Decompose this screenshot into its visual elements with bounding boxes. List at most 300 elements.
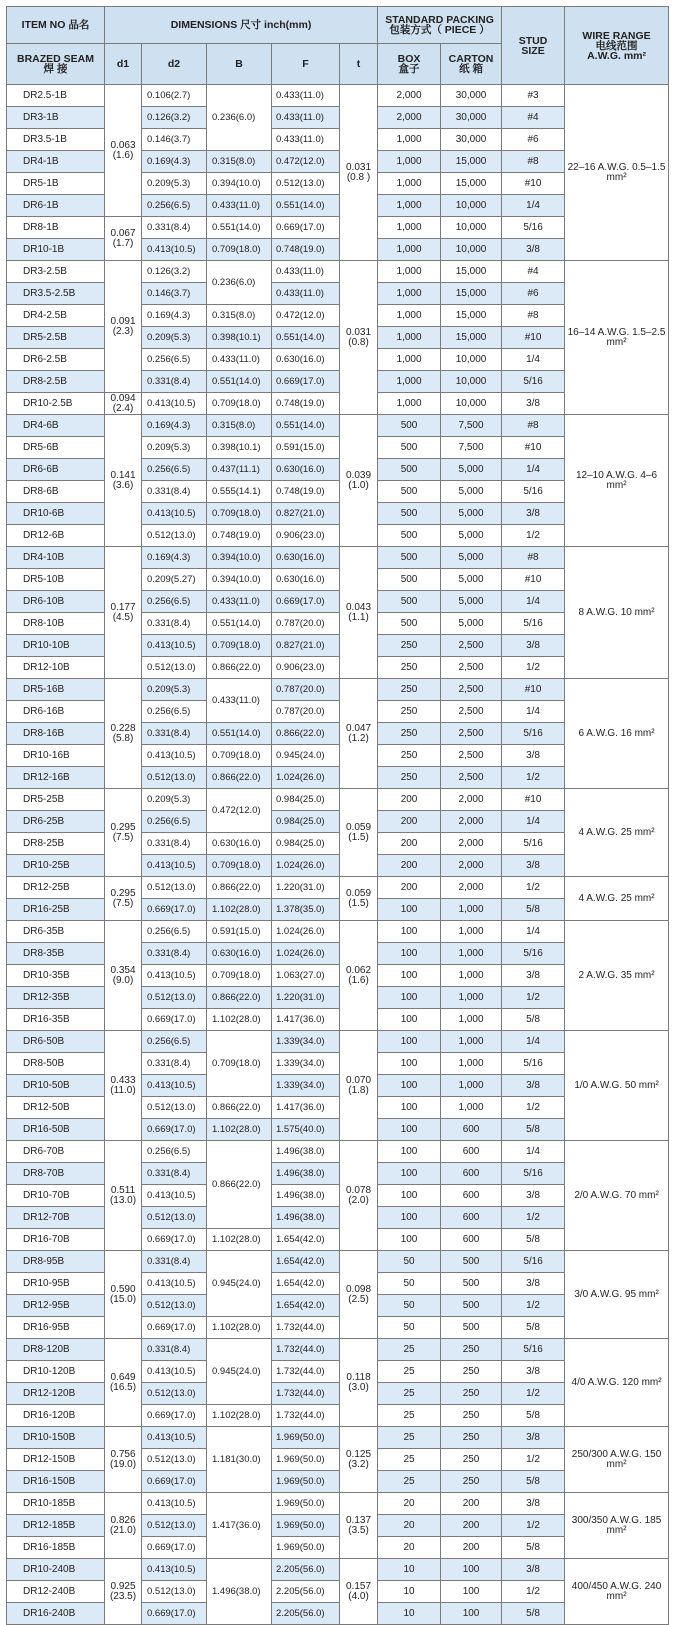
d2-cell: 0.512(13.0) <box>142 1295 207 1317</box>
b-cell: 0.866(22.0) <box>207 877 272 899</box>
f-cell: 1.969(50.0) <box>272 1471 340 1493</box>
t-cell: 0.059 (1.5) <box>340 877 378 921</box>
f-cell: 0.630(16.0) <box>272 349 340 371</box>
item-no-cell: DR12-95B <box>7 1295 105 1317</box>
table-row <box>7 1141 669 1163</box>
stud-size-cell: 3/8 <box>502 503 565 525</box>
f-cell: 1.969(50.0) <box>272 1493 340 1515</box>
stud-size-cell: 1/4 <box>502 921 565 943</box>
box-cell: 25 <box>378 1405 441 1427</box>
f-cell: 0.984(25.0) <box>272 789 340 811</box>
box-cell: 100 <box>378 1207 441 1229</box>
box-cell: 20 <box>378 1515 441 1537</box>
stud-size-cell: #10 <box>502 173 565 195</box>
f-cell: 0.472(12.0) <box>272 151 340 173</box>
f-cell: 0.433(11.0) <box>272 261 340 283</box>
box-cell: 10 <box>378 1559 441 1581</box>
carton-cell: 2,000 <box>441 789 502 811</box>
d2-cell: 0.256(6.5) <box>142 591 207 613</box>
t-cell: 0.062 (1.6) <box>340 921 378 1031</box>
stud-size-cell: 5/8 <box>502 899 565 921</box>
carton-cell: 15,000 <box>441 283 502 305</box>
f-cell: 0.866(22.0) <box>272 723 340 745</box>
f-cell: 1.339(34.0) <box>272 1053 340 1075</box>
table-row <box>7 1251 669 1273</box>
header-row-1 <box>7 7 669 44</box>
box-header <box>378 44 441 85</box>
stud-size-cell: 1/2 <box>502 657 565 679</box>
d1-cell: 0.141 (3.6) <box>105 415 142 547</box>
item-no-cell: DR8-120B <box>7 1339 105 1361</box>
f-cell: 0.433(11.0) <box>272 129 340 151</box>
b-cell: 1.102(28.0) <box>207 1119 272 1141</box>
stud-size-cell: 1/2 <box>502 1207 565 1229</box>
d2-cell: 0.331(8.4) <box>142 613 207 635</box>
b-cell: 0.709(18.0) <box>207 503 272 525</box>
d2-cell: 0.209(5.3) <box>142 173 207 195</box>
b-cell: 0.315(8.0) <box>207 415 272 437</box>
box-cell: 25 <box>378 1449 441 1471</box>
stud-size-cell: 1/2 <box>502 1581 565 1603</box>
box-cell: 100 <box>378 1097 441 1119</box>
d1-cell: 0.590 (15.0) <box>105 1251 142 1339</box>
carton-cell: 10,000 <box>441 195 502 217</box>
box-cell: 100 <box>378 987 441 1009</box>
box-cell: 200 <box>378 811 441 833</box>
d2-cell: 0.331(8.4) <box>142 217 207 239</box>
item-no-cell: DR16-240B <box>7 1603 105 1625</box>
d2-cell: 0.146(3.7) <box>142 283 207 305</box>
b-cell: 0.709(18.0) <box>207 635 272 657</box>
t-cell: 0.031 (0.8) <box>340 261 378 415</box>
box-cell: 1,000 <box>378 349 441 371</box>
stud-size-cell: 5/8 <box>502 1317 565 1339</box>
f-cell: 0.551(14.0) <box>272 327 340 349</box>
stud-size-cell: 1/2 <box>502 767 565 789</box>
carton-cell: 200 <box>441 1537 502 1559</box>
f-cell: 0.669(17.0) <box>272 217 340 239</box>
stud-size-cell: 1/4 <box>502 591 565 613</box>
carton-cell: 30,000 <box>441 107 502 129</box>
f-cell: 0.630(16.0) <box>272 569 340 591</box>
stud-size-cell: 1/2 <box>502 525 565 547</box>
d2-cell: 0.256(6.5) <box>142 701 207 723</box>
stud-size-cell: 1/2 <box>502 1295 565 1317</box>
d2-cell: 0.512(13.0) <box>142 1581 207 1603</box>
carton-cell: 2,500 <box>441 767 502 789</box>
box-cell: 500 <box>378 437 441 459</box>
f-cell: 0.472(12.0) <box>272 305 340 327</box>
stud-size-cell: #8 <box>502 305 565 327</box>
stud-size-cell: 5/16 <box>502 1163 565 1185</box>
stud-size-cell: 5/8 <box>502 1119 565 1141</box>
b-cell: 0.551(14.0) <box>207 613 272 635</box>
stud-size-cell: 1/4 <box>502 1031 565 1053</box>
d2-cell: 0.256(6.5) <box>142 921 207 943</box>
carton-cell: 2,000 <box>441 833 502 855</box>
item-no-cell: DR10-25B <box>7 855 105 877</box>
item-no-cell: DR4-10B <box>7 547 105 569</box>
t-cell: 0.047 (1.2) <box>340 679 378 789</box>
box-cell: 250 <box>378 657 441 679</box>
f-cell: 0.787(20.0) <box>272 613 340 635</box>
d2-cell: 0.169(4.3) <box>142 415 207 437</box>
carton-cell: 15,000 <box>441 173 502 195</box>
b-cell: 1.417(36.0) <box>207 1493 272 1559</box>
t-cell: 0.118 (3.0) <box>340 1339 378 1427</box>
d1-cell: 0.511 (13.0) <box>105 1141 142 1251</box>
box-cell: 500 <box>378 591 441 613</box>
carton-cell: 5,000 <box>441 569 502 591</box>
box-cell: 25 <box>378 1471 441 1493</box>
d2-cell: 0.512(13.0) <box>142 767 207 789</box>
item-no-cell: DR5-10B <box>7 569 105 591</box>
d2-cell: 0.169(4.3) <box>142 151 207 173</box>
item-no-cell: DR8-2.5B <box>7 371 105 393</box>
b-cell: 1.102(28.0) <box>207 1009 272 1031</box>
stud-size-cell: 5/16 <box>502 1053 565 1075</box>
carton-cell: 15,000 <box>441 151 502 173</box>
carton-cell: 30,000 <box>441 129 502 151</box>
wire-range-cell: 250/300 A.W.G. 150 mm² <box>565 1427 669 1493</box>
b-cell: 1.102(28.0) <box>207 899 272 921</box>
f-cell: 0.630(16.0) <box>272 459 340 481</box>
stud-size-cell: 5/16 <box>502 723 565 745</box>
stud-size-cell: 5/8 <box>502 1009 565 1031</box>
box-cell: 250 <box>378 679 441 701</box>
item-no-cell: DR6-70B <box>7 1141 105 1163</box>
stud-size-cell: 3/8 <box>502 855 565 877</box>
b-cell: 0.433(11.0) <box>207 679 272 723</box>
carton-cell: 600 <box>441 1185 502 1207</box>
item-no-cell: DR10-1B <box>7 239 105 261</box>
stud-size-cell: 1/4 <box>502 349 565 371</box>
box-cell: 250 <box>378 767 441 789</box>
item-no-cell: DR16-50B <box>7 1119 105 1141</box>
stud-size-cell: #3 <box>502 85 565 107</box>
item-no-cell: DR8-70B <box>7 1163 105 1185</box>
t-cell: 0.078 (2.0) <box>340 1141 378 1251</box>
carton-cell: 2,500 <box>441 635 502 657</box>
d2-cell: 0.256(6.5) <box>142 459 207 481</box>
wire-range-cell: 22–16 A.W.G. 0.5–1.5 mm² <box>565 85 669 261</box>
d2-cell: 0.331(8.4) <box>142 1053 207 1075</box>
item-no-cell: DR5-16B <box>7 679 105 701</box>
wire-range-cell: 1/0 A.W.G. 50 mm² <box>565 1031 669 1141</box>
box-cell: 1,000 <box>378 261 441 283</box>
item-no-cell: DR8-95B <box>7 1251 105 1273</box>
f-cell: 1.654(42.0) <box>272 1273 340 1295</box>
carton-cell: 250 <box>441 1449 502 1471</box>
item-no-cell: DR6-1B <box>7 195 105 217</box>
d1-cell: 0.826 (21.0) <box>105 1493 142 1559</box>
d2-header: d2 <box>142 44 207 85</box>
d2-cell: 0.169(4.3) <box>142 547 207 569</box>
carton-cell: 2,500 <box>441 657 502 679</box>
b-cell: 0.433(11.0) <box>207 195 272 217</box>
b-cell: 0.866(22.0) <box>207 987 272 1009</box>
f-cell: 1.732(44.0) <box>272 1383 340 1405</box>
carton-cell: 2,500 <box>441 723 502 745</box>
carton-cell: 5,000 <box>441 525 502 547</box>
table-row <box>7 1339 669 1361</box>
stud-size-cell: 5/16 <box>502 943 565 965</box>
f-cell: 1.063(27.0) <box>272 965 340 987</box>
carton-cell: 600 <box>441 1229 502 1251</box>
carton-cell: 7,500 <box>441 415 502 437</box>
box-cell: 500 <box>378 569 441 591</box>
table-row <box>7 1559 669 1581</box>
stud-size-cell: 3/8 <box>502 1559 565 1581</box>
stud-size-header: STUD SIZE <box>502 7 565 85</box>
item-no-cell: DR12-10B <box>7 657 105 679</box>
carton-cell: 5,000 <box>441 547 502 569</box>
b-cell: 0.551(14.0) <box>207 723 272 745</box>
item-no-cell: DR4-2.5B <box>7 305 105 327</box>
carton-header <box>441 44 502 85</box>
f-cell: 1.024(26.0) <box>272 921 340 943</box>
stud-size-cell: 5/8 <box>502 1405 565 1427</box>
b-cell: 0.236(6.0) <box>207 85 272 151</box>
d1-cell: 0.091 (2.3) <box>105 261 142 393</box>
d2-cell: 0.669(17.0) <box>142 1317 207 1339</box>
box-cell: 100 <box>378 1031 441 1053</box>
item-no-cell: DR10-70B <box>7 1185 105 1207</box>
carton-cell: 250 <box>441 1339 502 1361</box>
item-no-cell: DR5-25B <box>7 789 105 811</box>
table-row <box>7 547 669 569</box>
box-cell: 2,000 <box>378 85 441 107</box>
box-cell: 100 <box>378 965 441 987</box>
carton-cell: 500 <box>441 1317 502 1339</box>
b-cell: 0.394(10.0) <box>207 547 272 569</box>
stud-size-cell: 5/16 <box>502 613 565 635</box>
table-row <box>7 1031 669 1053</box>
f-cell: 0.748(19.0) <box>272 481 340 503</box>
stud-size-cell: 5/8 <box>502 1537 565 1559</box>
carton-cell: 2,000 <box>441 811 502 833</box>
stud-size-cell: 1/2 <box>502 987 565 1009</box>
box-cell: 1,000 <box>378 371 441 393</box>
box-cell: 100 <box>378 1163 441 1185</box>
box-cell: 100 <box>378 1075 441 1097</box>
b-cell: 0.394(10.0) <box>207 569 272 591</box>
item-no-cell: DR8-35B <box>7 943 105 965</box>
t-cell: 0.043 (1.1) <box>340 547 378 679</box>
d2-cell: 0.256(6.5) <box>142 349 207 371</box>
carton-cell: 5,000 <box>441 591 502 613</box>
item-no-cell: DR10-10B <box>7 635 105 657</box>
d2-cell: 0.331(8.4) <box>142 723 207 745</box>
d2-cell: 0.209(5.3) <box>142 789 207 811</box>
f-cell: 0.945(24.0) <box>272 745 340 767</box>
d1-cell: 0.649 (16.5) <box>105 1339 142 1427</box>
stud-size-cell: 1/2 <box>502 1097 565 1119</box>
item-no-cell: DR12-120B <box>7 1383 105 1405</box>
d1-cell: 0.067 (1.7) <box>105 217 142 261</box>
box-cell: 1,000 <box>378 305 441 327</box>
item-no-cell: DR16-185B <box>7 1537 105 1559</box>
carton-cell: 30,000 <box>441 85 502 107</box>
d2-cell: 0.413(10.5) <box>142 1493 207 1515</box>
d2-cell: 0.413(10.5) <box>142 393 207 415</box>
carton-cell: 1,000 <box>441 987 502 1009</box>
box-cell: 1,000 <box>378 393 441 415</box>
box-cell: 2,000 <box>378 107 441 129</box>
table-row <box>7 261 669 283</box>
carton-cell: 200 <box>441 1515 502 1537</box>
d2-cell: 0.331(8.4) <box>142 943 207 965</box>
d2-cell: 0.669(17.0) <box>142 1229 207 1251</box>
box-cell: 200 <box>378 789 441 811</box>
item-no-cell: DR6-50B <box>7 1031 105 1053</box>
d2-cell: 0.413(10.5) <box>142 635 207 657</box>
item-no-cell: DR8-6B <box>7 481 105 503</box>
stud-size-cell: #10 <box>502 679 565 701</box>
f-cell: 0.433(11.0) <box>272 283 340 305</box>
stud-size-cell: 5/16 <box>502 481 565 503</box>
d2-cell: 0.413(10.5) <box>142 1185 207 1207</box>
f-cell: 1.654(42.0) <box>272 1229 340 1251</box>
carton-cell: 500 <box>441 1273 502 1295</box>
f-cell: 1.969(50.0) <box>272 1537 340 1559</box>
b-cell: 1.102(28.0) <box>207 1229 272 1251</box>
carton-cell: 10,000 <box>441 393 502 415</box>
carton-cell: 5,000 <box>441 459 502 481</box>
item-no-cell: DR3.5-2.5B <box>7 283 105 305</box>
wire-range-cell: 2 A.W.G. 35 mm² <box>565 921 669 1031</box>
b-cell: 0.394(10.0) <box>207 173 272 195</box>
b-cell: 0.551(14.0) <box>207 217 272 239</box>
b-cell: 0.398(10.1) <box>207 327 272 349</box>
d2-cell: 0.331(8.4) <box>142 1163 207 1185</box>
b-cell: 0.709(18.0) <box>207 239 272 261</box>
carton-cell: 15,000 <box>441 305 502 327</box>
box-cell: 250 <box>378 635 441 657</box>
stud-size-cell: 3/8 <box>502 1075 565 1097</box>
table-row <box>7 921 669 943</box>
f-cell: 1.732(44.0) <box>272 1361 340 1383</box>
d2-cell: 0.512(13.0) <box>142 877 207 899</box>
stud-size-cell: 1/4 <box>502 195 565 217</box>
wire-range-cell: 4/0 A.W.G. 120 mm² <box>565 1339 669 1427</box>
item-no-cell: DR10-120B <box>7 1361 105 1383</box>
stud-size-cell: 5/8 <box>502 1603 565 1625</box>
stud-size-cell: 3/8 <box>502 1493 565 1515</box>
item-no-cell: DR12-50B <box>7 1097 105 1119</box>
item-no-cell: DR3-2.5B <box>7 261 105 283</box>
stud-size-cell: 5/8 <box>502 1471 565 1493</box>
f-cell: 1.496(38.0) <box>272 1141 340 1163</box>
f-cell: 1.654(42.0) <box>272 1251 340 1273</box>
box-cell: 100 <box>378 899 441 921</box>
b-cell: 1.496(38.0) <box>207 1559 272 1625</box>
item-no-cell: DR6-2.5B <box>7 349 105 371</box>
item-no-cell: DR10-16B <box>7 745 105 767</box>
carton-cell: 1,000 <box>441 1097 502 1119</box>
d2-cell: 0.669(17.0) <box>142 1603 207 1625</box>
box-cell: 100 <box>378 921 441 943</box>
f-cell: 0.787(20.0) <box>272 679 340 701</box>
b-cell: 0.315(8.0) <box>207 151 272 173</box>
box-cell: 200 <box>378 877 441 899</box>
box-cell: 20 <box>378 1493 441 1515</box>
box-cell: 25 <box>378 1383 441 1405</box>
d1-cell: 0.177 (4.5) <box>105 547 142 679</box>
carton-cell: 500 <box>441 1251 502 1273</box>
box-cell: 1,000 <box>378 195 441 217</box>
box-label-cn: 盒子 <box>398 63 420 75</box>
f-cell: 2.205(56.0) <box>272 1559 340 1581</box>
table-body <box>7 85 669 1625</box>
carton-cell: 2,500 <box>441 679 502 701</box>
brazed-seam-label-cn: 焊 接 <box>43 63 68 75</box>
item-no-cell: DR8-1B <box>7 217 105 239</box>
item-no-cell: DR4-6B <box>7 415 105 437</box>
item-no-cell: DR12-185B <box>7 1515 105 1537</box>
d1-cell: 0.925 (23.5) <box>105 1559 142 1625</box>
d2-cell: 0.256(6.5) <box>142 1141 207 1163</box>
d2-cell: 0.256(6.5) <box>142 1031 207 1053</box>
f-cell: 1.969(50.0) <box>272 1515 340 1537</box>
box-cell: 500 <box>378 547 441 569</box>
f-cell: 1.969(50.0) <box>272 1449 340 1471</box>
f-cell: 0.433(11.0) <box>272 107 340 129</box>
d2-cell: 0.256(6.5) <box>142 195 207 217</box>
carton-cell: 250 <box>441 1471 502 1493</box>
stud-size-cell: #6 <box>502 283 565 305</box>
item-no-cell: DR5-2.5B <box>7 327 105 349</box>
item-no-cell: DR6-16B <box>7 701 105 723</box>
d1-cell: 0.354 (9.0) <box>105 921 142 1031</box>
item-no-cell: DR16-120B <box>7 1405 105 1427</box>
stud-size-cell: 5/16 <box>502 371 565 393</box>
box-cell: 500 <box>378 415 441 437</box>
f-cell: 0.827(21.0) <box>272 635 340 657</box>
b-cell: 0.709(18.0) <box>207 855 272 877</box>
b-cell: 0.866(22.0) <box>207 657 272 679</box>
f-cell: 1.339(34.0) <box>272 1031 340 1053</box>
b-cell: 0.748(19.0) <box>207 525 272 547</box>
box-cell: 500 <box>378 459 441 481</box>
carton-cell: 7,500 <box>441 437 502 459</box>
f-cell: 0.827(21.0) <box>272 503 340 525</box>
box-cell: 10 <box>378 1603 441 1625</box>
stud-size-cell: 3/8 <box>502 393 565 415</box>
box-cell: 10 <box>378 1581 441 1603</box>
stud-size-cell: 1/4 <box>502 1141 565 1163</box>
d2-cell: 0.512(13.0) <box>142 1515 207 1537</box>
d2-cell: 0.146(3.7) <box>142 129 207 151</box>
d2-cell: 0.209(5.3) <box>142 327 207 349</box>
d2-cell: 0.413(10.5) <box>142 239 207 261</box>
f-cell: 1.496(38.0) <box>272 1207 340 1229</box>
f-cell: 1.732(44.0) <box>272 1339 340 1361</box>
box-cell: 500 <box>378 613 441 635</box>
f-cell: 1.378(35.0) <box>272 899 340 921</box>
t-cell: 0.059 (1.5) <box>340 789 378 877</box>
carton-cell: 200 <box>441 1493 502 1515</box>
f-cell: 1.024(26.0) <box>272 767 340 789</box>
b-cell: 0.709(18.0) <box>207 393 272 415</box>
carton-cell: 250 <box>441 1427 502 1449</box>
item-no-cell: DR3.5-1B <box>7 129 105 151</box>
wire-range-cell: 300/350 A.W.G. 185 mm² <box>565 1493 669 1559</box>
f-cell: 1.024(26.0) <box>272 855 340 877</box>
d1-cell: 0.295 (7.5) <box>105 877 142 921</box>
t-cell: 0.070 (1.8) <box>340 1031 378 1141</box>
carton-cell: 100 <box>441 1603 502 1625</box>
